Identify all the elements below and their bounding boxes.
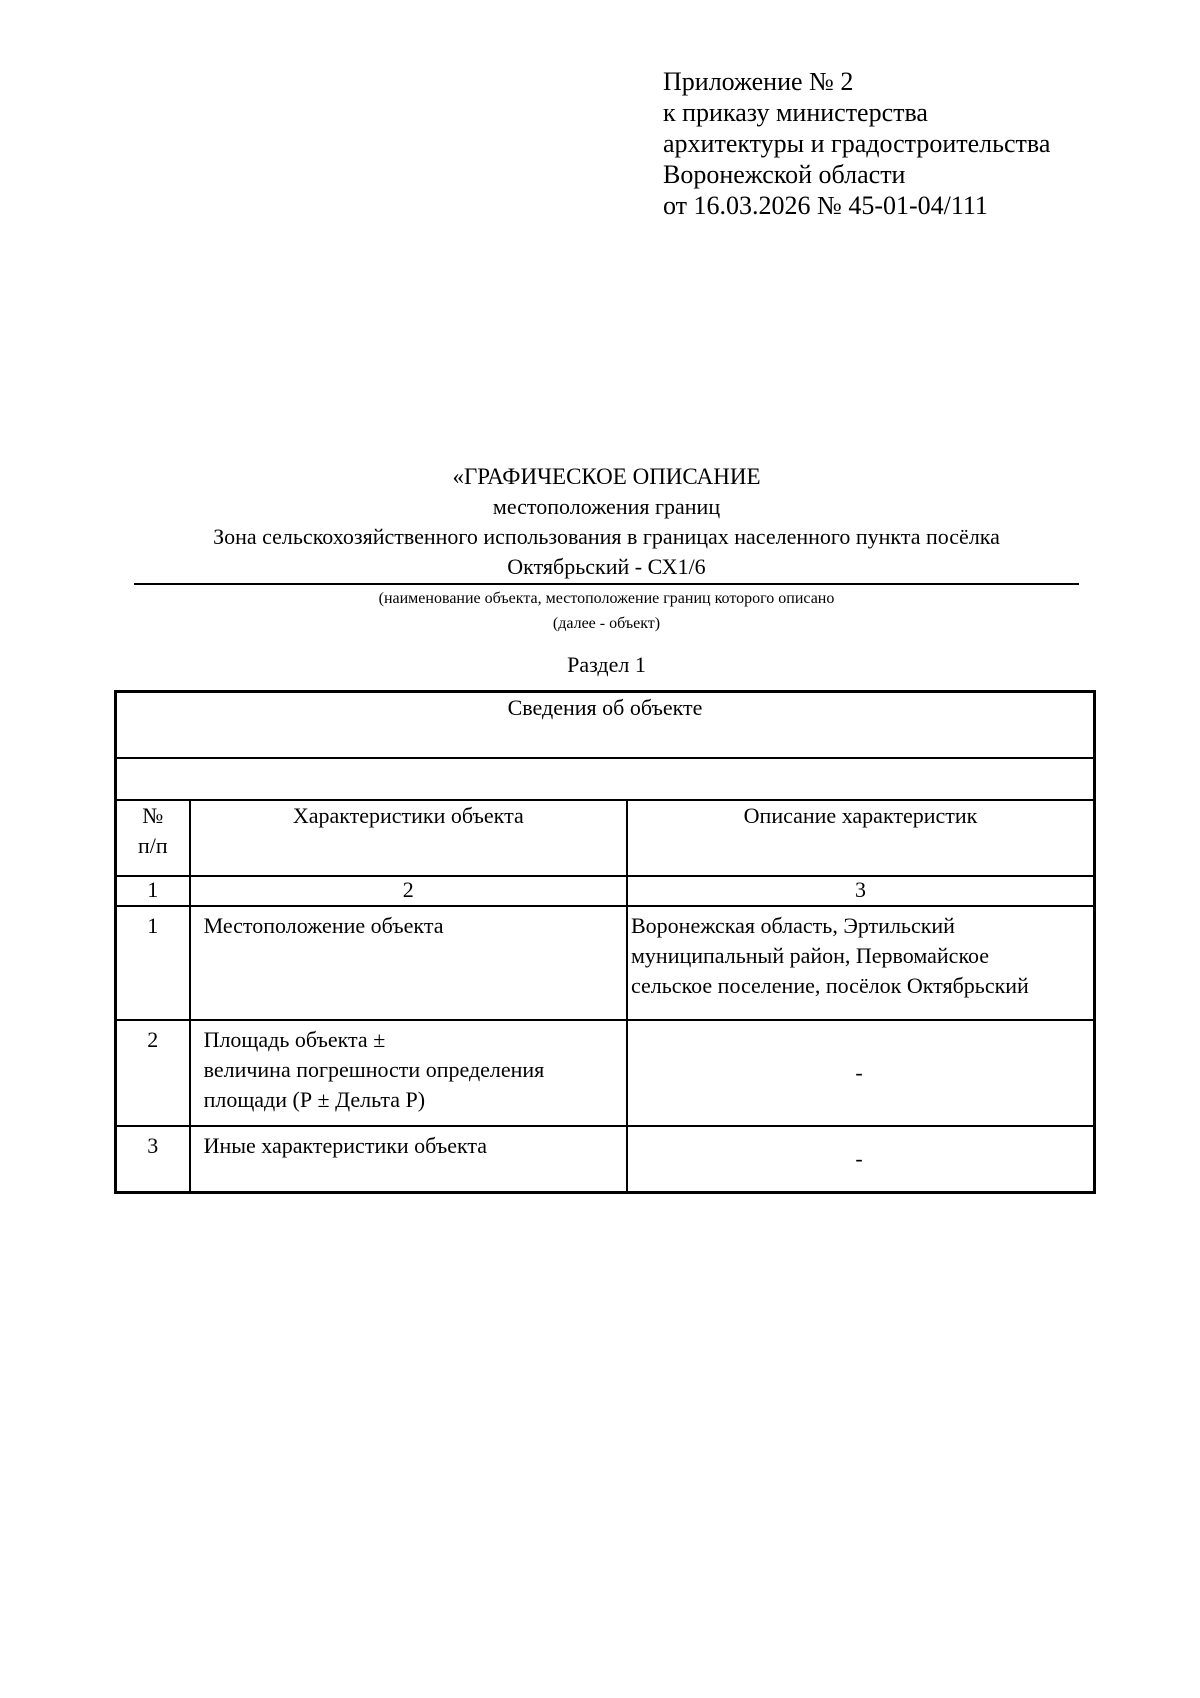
appendix-block [663,66,1050,221]
caption-line: (наименование объекта, местоположение границ которого описано [378,590,835,607]
row-description: - [627,1126,1095,1193]
column-header-characteristics: Характеристики объекта [190,800,627,876]
table-column-header-row [116,800,1095,876]
appendix-line: к приказу министерства [663,98,928,127]
row-characteristic-line: величина погрешности определения [203,1057,545,1082]
caption-line: (далее - объект) [552,615,661,632]
row-number: 3 [116,1126,190,1193]
table-row [116,906,1095,1020]
row-description-line: сельское поселение, посёлок Октябрьский [631,973,1029,998]
table-column-number-row [116,876,1095,906]
row-description-line: Воронежская область, Эртильский [631,913,955,938]
appendix-line: Приложение № 2 [663,67,854,96]
table-heading: Сведения об объекте [116,692,1095,759]
row-characteristic [190,1126,627,1193]
row-description-line: муниципальный район, Первомайское [631,943,990,968]
column-number: 2 [190,876,627,906]
object-name-line: Октябрьский - СХ1/6 [134,552,1079,585]
table-heading-row [116,692,1095,759]
appendix-line: от 16.03.2026 № 45-01-04/111 [663,191,988,220]
appendix-line: архитектуры и градостроительства [663,129,1051,158]
table-row [116,1020,1095,1126]
document-title: «ГРАФИЧЕСКОЕ ОПИСАНИЕ [452,464,761,489]
table-empty-cell [116,758,1095,800]
column-header-num [116,800,190,876]
document-subtitle: местоположения границ [492,494,721,519]
appendix-line: Воронежской области [663,160,906,189]
object-info-table [114,690,1096,1194]
column-number: 3 [627,876,1095,906]
row-number: 2 [116,1020,190,1126]
column-number: 1 [116,876,190,906]
column-header-description: Описание характеристик [627,800,1095,876]
column-header-num-line: п/п [137,833,168,858]
row-number: 1 [116,906,190,1020]
row-characteristic-line: Иные характеристики объекта [203,1133,488,1158]
table-empty-row [116,758,1095,800]
object-name-caption [134,586,1079,636]
row-characteristic [190,906,627,1020]
row-characteristic-line: Местоположение объекта [203,913,444,938]
row-description: - [627,1020,1095,1126]
column-header-num-line: № [142,803,164,828]
row-characteristic-line: площади (Р ± Дельта Р) [203,1087,426,1112]
row-description [627,906,1095,1020]
section-label: Раздел 1 [567,652,646,677]
row-characteristic-line: Площадь объекта ± [203,1027,386,1052]
object-name-line: Зона сельскохозяйственного использования в границах населенного пункта посёлка [213,524,1000,549]
row-characteristic [190,1020,627,1126]
document-title-block [134,462,1079,585]
table-row [116,1126,1095,1193]
